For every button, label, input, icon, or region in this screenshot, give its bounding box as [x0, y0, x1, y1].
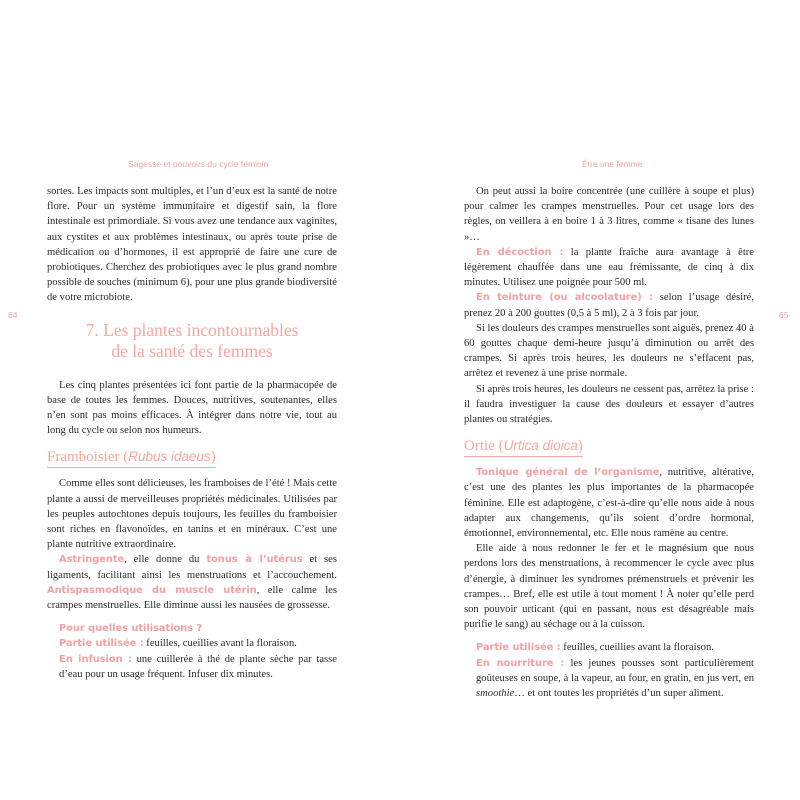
partie-text: feuilles, cueillies avant la floraison.	[143, 638, 297, 650]
nourriture-text-a: les jeunes pousses sont particulièrement goûteuses en soupe, à la vapeur, au four, en gratin, en jus vert, en	[476, 657, 754, 684]
teinture	[464, 290, 754, 320]
section-title-ortie	[464, 437, 583, 457]
ortie-partie-text: feuilles, cueillies avant la floraison.	[560, 642, 714, 654]
nourriture-text-b: … et ont toutes les propriétés d’un super aliment.	[514, 688, 724, 700]
ortie-usage-block	[464, 640, 754, 701]
tonique-label: Tonique général de l’organisme	[476, 467, 660, 479]
tonique-text: , nutritive, altérative, c’est une des plantes les plus importantes de la pharmacopée féminine. Elle est adaptogène, c’est-à-dire qu’elle nous aide à nous adapter aux changements, qu’ils soient d’ordre hormonal, émotionnel, environnemental, etc. Elle nous ramène au centre.	[464, 467, 754, 540]
section-title-framboisier	[47, 448, 216, 468]
antispasmodique-text: , elle calme les crampes menstruelles. Elle diminue aussi les nausées de grossesse.	[47, 584, 337, 612]
astringente-text-b: et ses ligaments, facilitant ainsi les menstruations et l’accouchement.	[47, 554, 337, 581]
antispasmodique-label: Antispasmodique du muscle utérin	[47, 584, 257, 596]
ortie-partie-utilisee	[476, 640, 754, 655]
section-title-text: Framboisier (	[47, 449, 129, 466]
ortie-title-close: )	[577, 438, 583, 455]
ortie-title-text: Ortie (	[464, 438, 504, 455]
running-header-left: Sagesse et pouvoirs du cycle féminin	[128, 159, 269, 169]
decoction-label: En décoction :	[476, 246, 564, 258]
douleurs-paragraph: Si les douleurs des crampes menstruelles sont aiguës, prenez 40 à 60 gouttes chaque demi-heure jusqu’à diminution ou arrêt des crampes. Si après trois heures, les douleurs ne s’effacent pas, arrêtez et revenez à une prise normale.	[464, 322, 754, 380]
framboisier-para2	[47, 552, 337, 613]
ortie-partie-label: Partie utilisée :	[476, 642, 561, 654]
left-page	[47, 184, 337, 682]
usage-block	[47, 621, 337, 682]
tonique-paragraph	[464, 465, 754, 541]
running-header-right: Être une femme	[582, 159, 643, 169]
fer-paragraph: Elle aide à nous redonner le fer et le magnésium que nous perdons lors des menstruations, à recommencer le cycle avec plus d’énergie, à diminuer les syndromes prémenstruels et prévenir les crampes… Bref, elle est utile à tout moment ! À noter qu’elle perd son pouvoir urticant (qui en passant, nous est désagréable mais purifie le sang) au séchage ou à la cuisson.	[464, 543, 754, 631]
decoction	[464, 245, 754, 291]
right-page	[464, 184, 754, 701]
page-number-left: 64	[8, 310, 18, 320]
infusion	[59, 652, 337, 682]
astringente-label: Astringente	[59, 554, 125, 566]
trois-heures-paragraph: Si après trois heures, les douleurs ne cessent pas, arrêtez la prise : il faudra investiguer la cause des douleurs et essayer d’autres plantes ou stratégies.	[464, 383, 754, 426]
nourriture	[476, 656, 754, 702]
usage-title: Pour quelles utilisations ?	[59, 623, 203, 635]
infusion-label: En infusion :	[59, 653, 132, 665]
chapter-title-line2: de la santé des femmes	[111, 340, 273, 361]
chapter-title	[47, 320, 337, 362]
framboisier-para1: Comme elles sont délicieuses, les framboises de l’été ! Mais cette plante a aussi de merveilleuses propriétés médicinales. Utilisées par les peuples autochtones depuis toujours, les feuilles du framboisier sont riches en flavonoïdes, en tanins et en minéraux. C’est une plante nutritive extraordinaire.	[47, 478, 338, 551]
astringente-text-a: , elle donne du	[124, 554, 207, 566]
infusion-text: une cuillerée à thé de plante sèche par tasse d’eau pour un usage fréquent. Infuser dix minutes.	[59, 653, 337, 680]
section-title-close: )	[210, 449, 216, 466]
partie-label: Partie utilisée :	[59, 638, 144, 650]
ortie-latin-name: Urtica dioica	[503, 438, 578, 454]
right-para1: On peut aussi la boire concentrée (une cuillère à soupe et plus) pour calmer les crampes menstruelles. Pour cet usage lors des règles, on veillera à en boire 1 à 3 litres, comme « tisane des lunes »…	[464, 186, 754, 243]
nourriture-label: En nourriture :	[476, 657, 565, 669]
chapter-title-line1: 7. Les plantes incontournables	[85, 319, 299, 340]
smoothie-word: smoothie	[476, 688, 515, 700]
teinture-label: En teinture (ou alcoolature) :	[476, 292, 654, 304]
intro-paragraph: sortes. Les impacts sont multiples, et l’un d’eux est la santé de notre flore. Pour un système immunitaire et digestif sain, la flore intestinale est primordiale. Si vous avez une tendance aux vaginites, aux cystites et aux problèmes intestinaux, ou après toute prise de médication ou d’hormones, il est approprié de faire une cure de probiotiques. Cherchez des probiotiques avec le plus grand nombre possible de souches (minimum 6), pour une plus grande biodiversité de votre microbiote.	[47, 186, 337, 304]
section-latin-name: Rubus idaeus	[128, 449, 211, 465]
partie-utilisee	[59, 636, 337, 651]
page-number-right: 65	[779, 310, 789, 320]
decoction-text: la plante fraîche aura avantage à être légèrement chauffée dans une eau frémissante, de cinq à dix minutes. Utilisez une poignée pour 500 ml.	[464, 246, 755, 289]
tonus-label: tonus à l’utérus	[206, 554, 303, 566]
chapter-intro: Les cinq plantes présentées ici font partie de la pharmacopée de base de toutes les femmes. Douces, nutritives, soutenantes, elles n’en sont pas moins efficaces. À intégrer dans notre vie, tout au long du cycle ou selon nos humeurs.	[47, 379, 337, 437]
teinture-text: selon l’usage désiré, prenez 20 à 200 gouttes (0,5 à 5 ml), 2 à 3 fois par jour.	[464, 292, 754, 319]
